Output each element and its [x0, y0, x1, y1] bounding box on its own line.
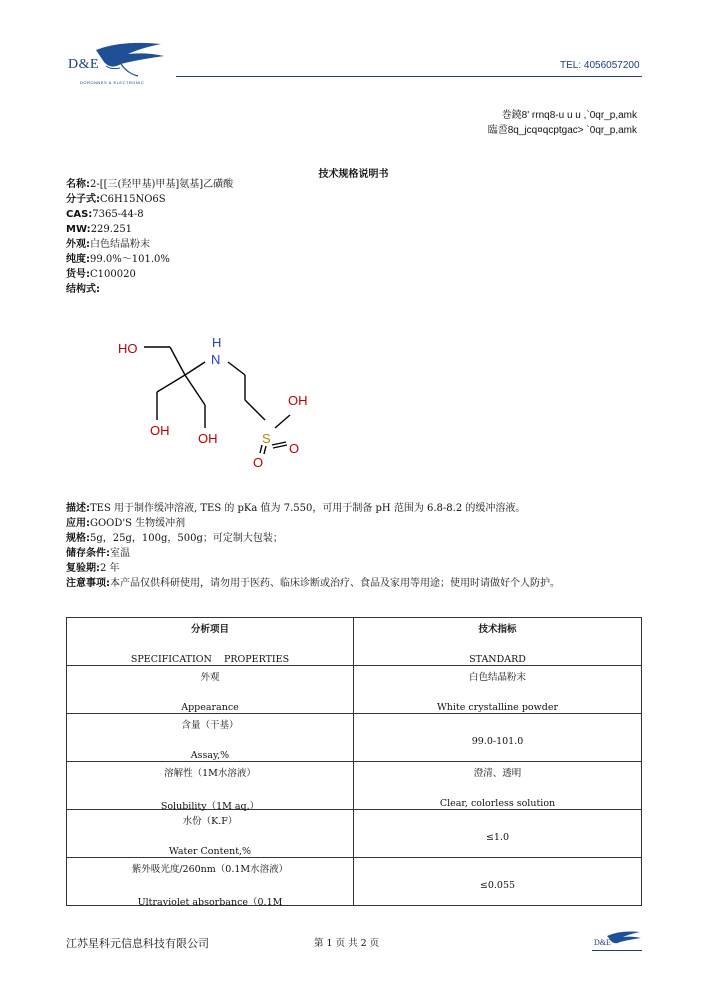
- product-info: [66, 177, 233, 297]
- structure-label-oh-mid: OH: [198, 431, 218, 446]
- info-purity: 纯度:99.0%～101.0%: [66, 254, 170, 265]
- info-cas: CAS:7365-44-8: [66, 209, 144, 220]
- note-package: 规格:5g，25g，100g，500g；可定制大包装；: [66, 533, 283, 544]
- info-formula: 分子式:C6H15NO6S: [66, 194, 166, 205]
- info-structure: 结构式:: [66, 284, 100, 295]
- logo-text: D&E: [68, 57, 100, 72]
- footer-logo-rule: [592, 950, 642, 951]
- structure-label-o-bottom: O: [253, 455, 264, 470]
- table-row: 水份（K.F） Water Content,% ≤1.0: [67, 810, 642, 858]
- table-header-left: 分析项目 SPECIFICATION PROPERTIES: [67, 618, 354, 666]
- contact-line-2: 臨巹8q_jcq¤qcptgac> `0qr_p,amk: [487, 125, 637, 136]
- logo-subtitle: DORONNES & ELECTRONIC: [80, 80, 145, 85]
- product-notes: [66, 501, 646, 591]
- structure-label-o-right: O: [289, 441, 300, 456]
- contact-line-1: 巻鐃8' rrnq8-u u u ,`0qr_p,amk: [501, 110, 637, 121]
- structure-label-n: N: [211, 352, 221, 367]
- footer-logo-text: D&E: [594, 938, 611, 947]
- info-mw: MW:229.251: [66, 224, 133, 235]
- structure-label-h: H: [212, 335, 222, 350]
- structure-label-oh-left: OH: [150, 423, 170, 438]
- structure-label-ho-top: HO: [118, 341, 138, 356]
- footer-company: 江苏星科元信息科技有限公司: [66, 937, 209, 950]
- info-catalog: 货号:C100020: [66, 269, 136, 280]
- note-caution: 注意事项:本产品仅供科研使用，请勿用于医药、临床诊断或治疗、食品及家用等用途；使用时请做好个人防护。: [66, 578, 560, 589]
- structure-label-oh-right: OH: [288, 393, 308, 408]
- note-application: 应用:GOOD'S 生物缓冲剂: [66, 518, 186, 529]
- table-header-row: [67, 618, 642, 666]
- info-appearance: 外观:白色结晶粉末: [66, 239, 150, 250]
- chemical-structure: [110, 325, 330, 485]
- note-description: 描述:TES 用于制作缓冲溶液, TES 的 pKa 值为 7.550，可用于制备 pH 范围为 6.8-8.2 的缓冲溶液。: [66, 503, 526, 514]
- structure-label-s: S: [262, 431, 271, 446]
- header-rule: [176, 76, 642, 77]
- footer-logo: [592, 930, 647, 954]
- info-name: 名称:2-[[三(羟甲基)甲基]氨基]乙磺酸: [66, 179, 234, 190]
- table-row: 含量（干基） Assay,% 99.0-101.0: [67, 714, 642, 762]
- table-row: 溶解性（1M水溶液） Solubility（1M aq.） 澄清、透明 Clear, colorless solution: [67, 762, 642, 810]
- table-row: 紫外吸光度/260nm（0.1M水溶液） Ultraviolet absorbance（0.1M ≤0.055: [67, 858, 642, 906]
- document-title: 技术规格说明书: [318, 169, 389, 180]
- table-row: 外观 Appearance 白色结晶粉末 White crystalline powder: [67, 666, 642, 714]
- spec-table: [66, 617, 642, 906]
- header-tel: TEL: 4056057200: [560, 60, 640, 71]
- footer-page-number: 第 1 页 共 2 页: [314, 938, 380, 949]
- note-retest: 复验期:2 年: [66, 563, 120, 574]
- table-header-right: 技术指标 STANDARD: [354, 618, 642, 666]
- header-logo: [66, 40, 176, 85]
- note-storage: 储存条件:室温: [66, 548, 130, 559]
